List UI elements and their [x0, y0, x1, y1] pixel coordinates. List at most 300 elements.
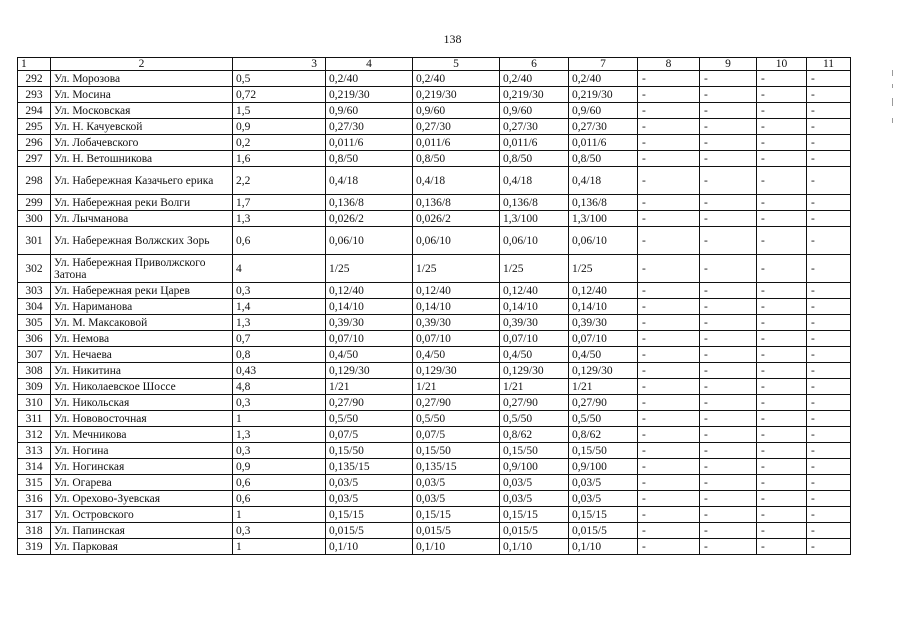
col7-cell: 0,27/90: [569, 395, 638, 411]
col6-cell: 0,27/90: [500, 395, 569, 411]
street-name-cell: Ул. Лычманова: [51, 211, 233, 227]
col9-cell: -: [700, 411, 757, 427]
col3-cell: 1,4: [233, 299, 326, 315]
col10-cell: -: [757, 87, 807, 103]
col3-cell: 0,3: [233, 443, 326, 459]
col11-cell: -: [807, 523, 851, 539]
column-header: 2: [51, 58, 233, 71]
col5-cell: 0,8/50: [413, 151, 500, 167]
col9-cell: -: [700, 507, 757, 523]
street-name-cell: Ул. Лобачевского: [51, 135, 233, 151]
col6-cell: 1,3/100: [500, 211, 569, 227]
page-number: 138: [443, 32, 462, 46]
col9-cell: -: [700, 227, 757, 255]
col10-cell: -: [757, 411, 807, 427]
col9-cell: -: [700, 443, 757, 459]
street-name-cell: Ул. Н. Ветошникова: [51, 151, 233, 167]
table-row: [18, 135, 851, 151]
col3-cell: 4: [233, 255, 326, 283]
col11-cell: -: [807, 119, 851, 135]
col10-cell: -: [757, 363, 807, 379]
column-header: 10: [757, 58, 807, 71]
col3-cell: 0,3: [233, 523, 326, 539]
col3-cell: 4,8: [233, 379, 326, 395]
street-name-cell: Ул. Мечникова: [51, 427, 233, 443]
table-row: [18, 491, 851, 507]
col3-cell: 0,43: [233, 363, 326, 379]
table-row: [18, 523, 851, 539]
col7-cell: 0,06/10: [569, 227, 638, 255]
col8-cell: -: [638, 331, 700, 347]
col8-cell: -: [638, 283, 700, 299]
street-name-cell: Ул. Немова: [51, 331, 233, 347]
row-number-cell: 313: [18, 443, 51, 459]
street-name-cell: Ул. Мосина: [51, 87, 233, 103]
col6-cell: 0,8/62: [500, 427, 569, 443]
col5-cell: 0,015/5: [413, 523, 500, 539]
col6-cell: 0,5/50: [500, 411, 569, 427]
street-name-cell: Ул. Никольская: [51, 395, 233, 411]
col9-cell: -: [700, 87, 757, 103]
table-row: [18, 507, 851, 523]
col4-cell: 0,39/30: [326, 315, 413, 331]
col6-cell: 0,9/100: [500, 459, 569, 475]
col8-cell: -: [638, 71, 700, 87]
col4-cell: 0,026/2: [326, 211, 413, 227]
col3-cell: 0,6: [233, 475, 326, 491]
col5-cell: 0,15/50: [413, 443, 500, 459]
col9-cell: -: [700, 103, 757, 119]
col11-cell: -: [807, 195, 851, 211]
col3-cell: 1: [233, 539, 326, 555]
table-row: [18, 151, 851, 167]
col10-cell: -: [757, 167, 807, 195]
scan-mark: [892, 118, 893, 123]
col8-cell: -: [638, 167, 700, 195]
col6-cell: 0,1/10: [500, 539, 569, 555]
row-number-cell: 301: [18, 227, 51, 255]
street-name-cell: Ул. Орехово-Зуевская: [51, 491, 233, 507]
col7-cell: 0,4/50: [569, 347, 638, 363]
col4-cell: 0,219/30: [326, 87, 413, 103]
street-name-cell: Ул. Нариманова: [51, 299, 233, 315]
col5-cell: 0,011/6: [413, 135, 500, 151]
street-name-cell: Ул. М. Максаковой: [51, 315, 233, 331]
street-name-cell: Ул. Набережная Приволжского Затона: [51, 255, 233, 283]
col10-cell: -: [757, 151, 807, 167]
col9-cell: -: [700, 475, 757, 491]
col8-cell: -: [638, 119, 700, 135]
street-name-cell: Ул. Огарева: [51, 475, 233, 491]
col7-cell: 0,136/8: [569, 195, 638, 211]
col3-cell: 1,7: [233, 195, 326, 211]
col7-cell: 0,011/6: [569, 135, 638, 151]
col6-cell: 0,129/30: [500, 363, 569, 379]
col3-cell: 1: [233, 507, 326, 523]
col7-cell: 1/25: [569, 255, 638, 283]
col8-cell: -: [638, 443, 700, 459]
col9-cell: -: [700, 195, 757, 211]
col11-cell: -: [807, 459, 851, 475]
col5-cell: 0,135/15: [413, 459, 500, 475]
col8-cell: -: [638, 427, 700, 443]
col3-cell: 0,72: [233, 87, 326, 103]
col9-cell: -: [700, 167, 757, 195]
col11-cell: -: [807, 211, 851, 227]
col7-cell: 0,03/5: [569, 475, 638, 491]
col5-cell: 0,15/15: [413, 507, 500, 523]
col4-cell: 0,8/50: [326, 151, 413, 167]
col7-cell: 0,5/50: [569, 411, 638, 427]
col9-cell: -: [700, 211, 757, 227]
col8-cell: -: [638, 475, 700, 491]
column-header: 3: [233, 58, 326, 71]
col11-cell: -: [807, 411, 851, 427]
col8-cell: -: [638, 507, 700, 523]
col4-cell: 0,1/10: [326, 539, 413, 555]
column-header: 1: [18, 58, 51, 71]
col9-cell: -: [700, 427, 757, 443]
table-row: [18, 299, 851, 315]
street-name-cell: Ул. Папинская: [51, 523, 233, 539]
col8-cell: -: [638, 411, 700, 427]
row-number-cell: 314: [18, 459, 51, 475]
col8-cell: -: [638, 347, 700, 363]
col8-cell: -: [638, 299, 700, 315]
col9-cell: -: [700, 331, 757, 347]
col6-cell: 0,8/50: [500, 151, 569, 167]
col6-cell: 0,2/40: [500, 71, 569, 87]
col10-cell: -: [757, 347, 807, 363]
table-row: [18, 331, 851, 347]
row-number-cell: 305: [18, 315, 51, 331]
col6-cell: 0,011/6: [500, 135, 569, 151]
table-row: [18, 71, 851, 87]
col9-cell: -: [700, 135, 757, 151]
col7-cell: 0,27/30: [569, 119, 638, 135]
col5-cell: 1/21: [413, 379, 500, 395]
col5-cell: 0,27/30: [413, 119, 500, 135]
col4-cell: 0,135/15: [326, 459, 413, 475]
col11-cell: -: [807, 475, 851, 491]
col5-cell: 0,14/10: [413, 299, 500, 315]
col6-cell: 0,15/15: [500, 507, 569, 523]
street-name-cell: Ул. Набережная Волжских Зорь: [51, 227, 233, 255]
row-number-cell: 315: [18, 475, 51, 491]
col10-cell: -: [757, 395, 807, 411]
row-number-cell: 312: [18, 427, 51, 443]
col11-cell: -: [807, 299, 851, 315]
col4-cell: 0,07/5: [326, 427, 413, 443]
col4-cell: 0,12/40: [326, 283, 413, 299]
col4-cell: 0,03/5: [326, 475, 413, 491]
col7-cell: 0,14/10: [569, 299, 638, 315]
col8-cell: -: [638, 523, 700, 539]
col4-cell: 1/25: [326, 255, 413, 283]
col11-cell: -: [807, 167, 851, 195]
column-header: 5: [413, 58, 500, 71]
table-row: [18, 283, 851, 299]
col6-cell: 0,06/10: [500, 227, 569, 255]
row-number-cell: 299: [18, 195, 51, 211]
row-number-cell: 300: [18, 211, 51, 227]
col3-cell: 1,5: [233, 103, 326, 119]
table-row: [18, 379, 851, 395]
street-name-cell: Ул. Набережная реки Царев: [51, 283, 233, 299]
col11-cell: -: [807, 103, 851, 119]
col10-cell: -: [757, 119, 807, 135]
col6-cell: 0,15/50: [500, 443, 569, 459]
col6-cell: 0,39/30: [500, 315, 569, 331]
col9-cell: -: [700, 299, 757, 315]
col8-cell: -: [638, 315, 700, 331]
col6-cell: 0,03/5: [500, 475, 569, 491]
col8-cell: -: [638, 491, 700, 507]
col7-cell: 0,39/30: [569, 315, 638, 331]
col9-cell: -: [700, 315, 757, 331]
col9-cell: -: [700, 539, 757, 555]
col3-cell: 0,6: [233, 491, 326, 507]
col8-cell: -: [638, 255, 700, 283]
col6-cell: 0,9/60: [500, 103, 569, 119]
street-name-cell: Ул. Парковая: [51, 539, 233, 555]
col5-cell: 0,219/30: [413, 87, 500, 103]
col10-cell: -: [757, 331, 807, 347]
col7-cell: 0,129/30: [569, 363, 638, 379]
row-number-cell: 309: [18, 379, 51, 395]
col5-cell: 0,5/50: [413, 411, 500, 427]
col5-cell: 0,1/10: [413, 539, 500, 555]
street-name-cell: Ул. Московская: [51, 103, 233, 119]
col4-cell: 0,03/5: [326, 491, 413, 507]
col9-cell: -: [700, 255, 757, 283]
col3-cell: 1,3: [233, 427, 326, 443]
col7-cell: 0,2/40: [569, 71, 638, 87]
table-row: [18, 211, 851, 227]
col10-cell: -: [757, 71, 807, 87]
col4-cell: 0,15/15: [326, 507, 413, 523]
table-row: [18, 363, 851, 379]
col7-cell: 0,9/60: [569, 103, 638, 119]
row-number-cell: 294: [18, 103, 51, 119]
col7-cell: 0,1/10: [569, 539, 638, 555]
col4-cell: 1/21: [326, 379, 413, 395]
table-row: [18, 347, 851, 363]
scan-mark: [892, 84, 893, 88]
col8-cell: -: [638, 211, 700, 227]
col9-cell: -: [700, 491, 757, 507]
col3-cell: 2,2: [233, 167, 326, 195]
col8-cell: -: [638, 459, 700, 475]
column-header: 11: [807, 58, 851, 71]
row-number-cell: 311: [18, 411, 51, 427]
col5-cell: 0,06/10: [413, 227, 500, 255]
scan-mark: [892, 70, 893, 76]
col11-cell: -: [807, 255, 851, 283]
col7-cell: 0,219/30: [569, 87, 638, 103]
col3-cell: 0,7: [233, 331, 326, 347]
col10-cell: -: [757, 283, 807, 299]
col7-cell: 0,07/10: [569, 331, 638, 347]
row-number-cell: 302: [18, 255, 51, 283]
row-number-cell: 306: [18, 331, 51, 347]
col3-cell: 1,3: [233, 315, 326, 331]
col10-cell: -: [757, 255, 807, 283]
column-header: 9: [700, 58, 757, 71]
table-row: [18, 539, 851, 555]
col11-cell: -: [807, 331, 851, 347]
col5-cell: 0,9/60: [413, 103, 500, 119]
col10-cell: -: [757, 135, 807, 151]
col6-cell: 0,12/40: [500, 283, 569, 299]
col9-cell: -: [700, 347, 757, 363]
col4-cell: 0,011/6: [326, 135, 413, 151]
col10-cell: -: [757, 507, 807, 523]
col8-cell: -: [638, 151, 700, 167]
table-row: [18, 475, 851, 491]
table-row: [18, 195, 851, 211]
table-row: [18, 87, 851, 103]
table-row: [18, 103, 851, 119]
col10-cell: -: [757, 315, 807, 331]
col11-cell: -: [807, 135, 851, 151]
col8-cell: -: [638, 395, 700, 411]
col5-cell: 0,136/8: [413, 195, 500, 211]
table-row: [18, 443, 851, 459]
row-number-cell: 293: [18, 87, 51, 103]
column-header: 8: [638, 58, 700, 71]
col5-cell: 0,27/90: [413, 395, 500, 411]
col9-cell: -: [700, 523, 757, 539]
col5-cell: 0,2/40: [413, 71, 500, 87]
col3-cell: 0,5: [233, 71, 326, 87]
col8-cell: -: [638, 135, 700, 151]
scan-mark: [892, 98, 893, 106]
col6-cell: 0,015/5: [500, 523, 569, 539]
col5-cell: 0,129/30: [413, 363, 500, 379]
col6-cell: 0,136/8: [500, 195, 569, 211]
row-number-cell: 298: [18, 167, 51, 195]
row-number-cell: 292: [18, 71, 51, 87]
row-number-cell: 307: [18, 347, 51, 363]
col8-cell: -: [638, 103, 700, 119]
col3-cell: 0,9: [233, 119, 326, 135]
street-name-cell: Ул. Островского: [51, 507, 233, 523]
street-name-cell: Ул. Николаевское Шоссе: [51, 379, 233, 395]
col4-cell: 0,129/30: [326, 363, 413, 379]
col7-cell: 0,03/5: [569, 491, 638, 507]
street-name-cell: Ул. Морозова: [51, 71, 233, 87]
table-row: [18, 119, 851, 135]
col3-cell: 1,3: [233, 211, 326, 227]
col5-cell: 0,07/5: [413, 427, 500, 443]
col7-cell: 0,8/62: [569, 427, 638, 443]
col5-cell: 0,026/2: [413, 211, 500, 227]
col4-cell: 0,2/40: [326, 71, 413, 87]
col11-cell: -: [807, 71, 851, 87]
table-row: [18, 411, 851, 427]
col10-cell: -: [757, 379, 807, 395]
col6-cell: 0,27/30: [500, 119, 569, 135]
col3-cell: 0,8: [233, 347, 326, 363]
row-number-cell: 318: [18, 523, 51, 539]
col8-cell: -: [638, 195, 700, 211]
col3-cell: 0,3: [233, 395, 326, 411]
row-number-cell: 319: [18, 539, 51, 555]
col11-cell: -: [807, 379, 851, 395]
col3-cell: 0,6: [233, 227, 326, 255]
col9-cell: -: [700, 459, 757, 475]
col7-cell: 0,15/50: [569, 443, 638, 459]
col9-cell: -: [700, 379, 757, 395]
col5-cell: 0,07/10: [413, 331, 500, 347]
row-number-cell: 296: [18, 135, 51, 151]
col6-cell: 0,14/10: [500, 299, 569, 315]
row-number-cell: 303: [18, 283, 51, 299]
col7-cell: 0,9/100: [569, 459, 638, 475]
street-name-cell: Ул. Никитина: [51, 363, 233, 379]
table-row: [18, 227, 851, 255]
col4-cell: 0,5/50: [326, 411, 413, 427]
col11-cell: -: [807, 283, 851, 299]
col7-cell: 0,8/50: [569, 151, 638, 167]
street-name-cell: Ул. Н. Качуевской: [51, 119, 233, 135]
table-row: [18, 167, 851, 195]
col4-cell: 0,4/18: [326, 167, 413, 195]
col7-cell: 0,015/5: [569, 523, 638, 539]
col10-cell: -: [757, 523, 807, 539]
col8-cell: -: [638, 227, 700, 255]
col5-cell: 0,03/5: [413, 491, 500, 507]
col5-cell: 1/25: [413, 255, 500, 283]
col11-cell: -: [807, 227, 851, 255]
col11-cell: -: [807, 539, 851, 555]
col9-cell: -: [700, 119, 757, 135]
col4-cell: 0,27/90: [326, 395, 413, 411]
col6-cell: 0,219/30: [500, 87, 569, 103]
street-name-cell: Ул. Нововосточная: [51, 411, 233, 427]
col4-cell: 0,9/60: [326, 103, 413, 119]
col5-cell: 0,12/40: [413, 283, 500, 299]
col10-cell: -: [757, 459, 807, 475]
col11-cell: -: [807, 363, 851, 379]
col10-cell: -: [757, 195, 807, 211]
col6-cell: 1/21: [500, 379, 569, 395]
streets-table: [17, 57, 851, 555]
col11-cell: -: [807, 347, 851, 363]
col10-cell: -: [757, 299, 807, 315]
col7-cell: 0,4/18: [569, 167, 638, 195]
row-number-cell: 310: [18, 395, 51, 411]
row-number-cell: 316: [18, 491, 51, 507]
table-row: [18, 255, 851, 283]
col7-cell: 0,12/40: [569, 283, 638, 299]
col3-cell: 0,9: [233, 459, 326, 475]
col4-cell: 0,14/10: [326, 299, 413, 315]
row-number-cell: 304: [18, 299, 51, 315]
col4-cell: 0,15/50: [326, 443, 413, 459]
col8-cell: -: [638, 87, 700, 103]
row-number-cell: 297: [18, 151, 51, 167]
col7-cell: 1,3/100: [569, 211, 638, 227]
row-number-cell: 317: [18, 507, 51, 523]
col6-cell: 0,4/50: [500, 347, 569, 363]
col4-cell: 0,4/50: [326, 347, 413, 363]
col5-cell: 0,4/18: [413, 167, 500, 195]
column-header: 4: [326, 58, 413, 71]
table-row: [18, 459, 851, 475]
col11-cell: -: [807, 491, 851, 507]
